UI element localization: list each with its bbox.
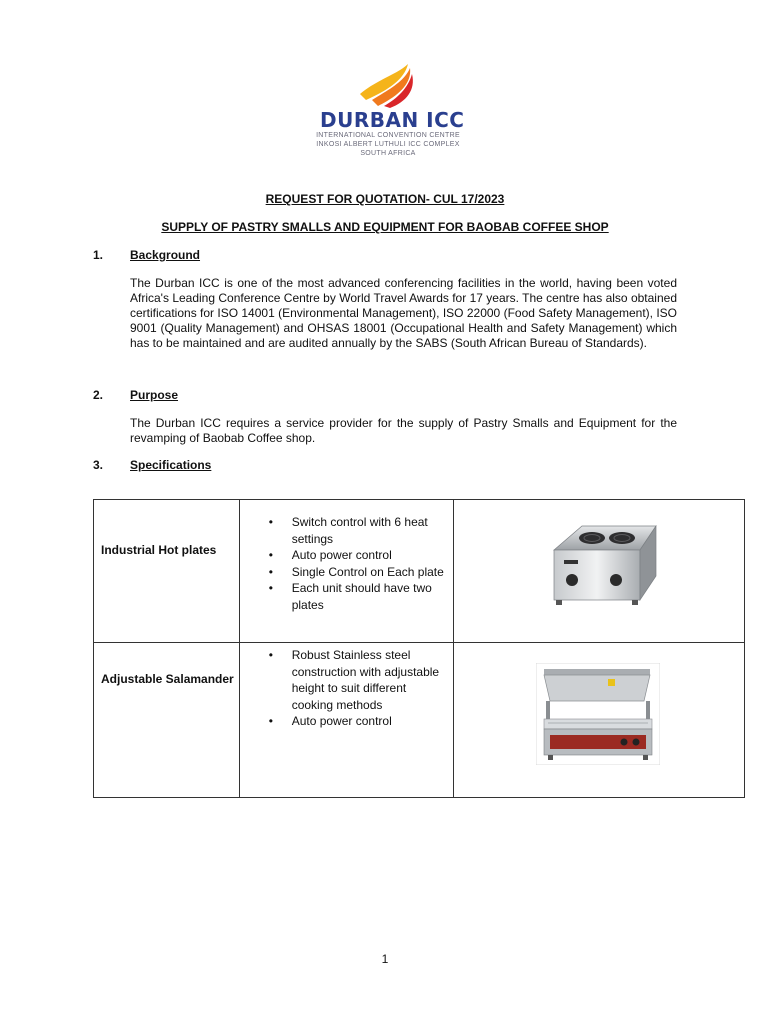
item-name: Adjustable Salamander	[101, 672, 234, 686]
document-subtitle: SUPPLY OF PASTRY SMALLS AND EQUIPMENT FOR BAOBAB COFFEE SHOP	[161, 220, 609, 234]
list-item: • Single Control on Each plate	[240, 564, 446, 581]
logo-subtitle-line2: INKOSI ALBERT LUTHULI ICC COMPLEX	[316, 141, 460, 148]
features-cell	[239, 500, 454, 643]
logo-subtitle-line1: INTERNATIONAL CONVENTION CENTRE	[316, 132, 460, 139]
document-title: REQUEST FOR QUOTATION- CUL 17/2023	[265, 192, 505, 206]
section-2-number: 2.	[93, 388, 104, 402]
section-2-title: Purpose	[130, 388, 179, 402]
table-row	[94, 500, 745, 643]
list-item: • Auto power control	[240, 547, 446, 564]
features-cell	[239, 643, 454, 798]
logo-wordmark: DURBAN ICC	[320, 108, 465, 132]
item-name-cell	[94, 643, 240, 798]
section-2-body: The Durban ICC requires a service provider for the supply of Pastry Smalls and Equipment for the revamping of Baobab Coffee shop.	[130, 416, 677, 445]
section-1-number: 1.	[93, 248, 104, 262]
section-1-body: The Durban ICC is one of the most advanced conferencing facilities in the world, having been voted Africa's Leading Conference Centre by World Travel Awards for 17 years. The centre has also obtained certifications for ISO 14001 (Environmental Management), ISO 22000 (Food Safety Management), ISO 9001 (Quality Management) and OHSAS 18001 (Occupational Health and Safety Management) which has to be maintained and are audited annually by the SABS (South African Bureau of Standards).	[130, 276, 677, 350]
page-number: 1	[381, 952, 389, 966]
item-name: Industrial Hot plates	[101, 543, 217, 557]
section-3-title: Specifications	[130, 458, 212, 472]
specifications-table	[93, 499, 745, 798]
list-item: • Auto power control	[240, 713, 446, 730]
salamander-image	[536, 663, 660, 765]
durban-icc-logo	[300, 60, 470, 160]
hot-plate-image	[540, 516, 660, 608]
section-1-title: Background	[130, 248, 201, 262]
table-row	[94, 643, 745, 798]
list-item: • Robust Stainless steel construction with adjustable height to suit different cooking methods	[240, 647, 446, 713]
image-cell	[454, 643, 745, 798]
list-item: • Each unit should have two plates	[240, 580, 446, 613]
logo-subtitle-line3: SOUTH AFRICA	[360, 150, 416, 157]
section-3-number: 3.	[93, 458, 104, 472]
list-item: • Switch control with 6 heat settings	[240, 514, 446, 547]
item-name-cell	[94, 500, 240, 643]
feature-list	[240, 643, 454, 730]
feature-list	[240, 500, 454, 613]
logo-swoosh-icon	[358, 60, 418, 108]
image-cell	[454, 500, 745, 643]
